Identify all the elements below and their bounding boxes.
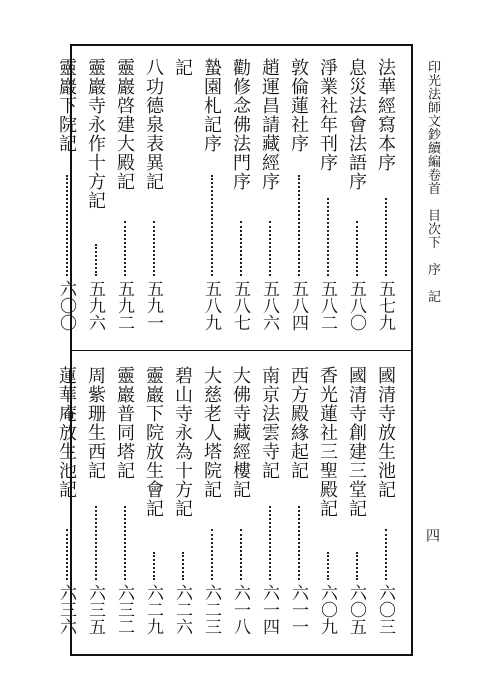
upper-entry-page: 六〇〇 (56, 280, 76, 331)
leader-dots (385, 529, 409, 580)
upper-entry-page: 五八七 (230, 280, 250, 331)
leader-dots (327, 552, 351, 580)
lower-entry-title: 大佛寺藏經樓記 (230, 366, 251, 499)
upper-entry-title: 法華經寫本序 (375, 58, 396, 172)
upper-entry-title: 靈巖下院記 (56, 58, 77, 153)
lower-entry-title: 南京法雲寺記 (259, 366, 280, 480)
leader-dots (153, 552, 177, 580)
upper-entry-title: 趙運昌請藏經序 (259, 58, 280, 191)
lower-entry-page: 六二六 (172, 584, 192, 635)
upper-entry-page: 五八六 (259, 280, 279, 331)
upper-entry-title: 敦倫蓮社序 (288, 58, 309, 153)
running-header: 印光法師文鈔續編卷首 目次下 序 記 (425, 60, 440, 303)
upper-entry-page: 五九六 (85, 280, 105, 331)
upper-entry-title: 蟄園札記序 (201, 58, 222, 153)
upper-entry-page: 五八二 (317, 280, 337, 331)
lower-entry-page: 六一一 (288, 584, 308, 635)
leader-dots (269, 506, 293, 580)
upper-entry-title: 淨業社年刊序 (317, 58, 338, 172)
lower-entry-page: 六二三 (201, 584, 221, 635)
leader-dots (240, 221, 264, 276)
leader-dots (182, 552, 206, 580)
leader-dots (385, 198, 409, 276)
lower-entry-title: 蓮華庵放生池記 (56, 366, 77, 499)
lower-entry-title: 香光蓮社三聖殿記 (317, 366, 338, 518)
lower-entry-page: 六三二 (114, 584, 134, 635)
lower-entry-page: 六二九 (143, 584, 163, 635)
leader-dots (153, 221, 177, 276)
lower-entry-title: 國清寺放生池記 (375, 366, 396, 499)
leader-dots (356, 221, 380, 276)
upper-entry-page: 五八九 (201, 280, 221, 331)
upper-entry-title: 八功德泉表異記 (143, 58, 164, 191)
lower-entry-title: 碧山寺永為十方記 (172, 366, 193, 518)
leader-dots (327, 198, 351, 276)
page-number: 四 (424, 528, 440, 542)
leader-dots (211, 529, 235, 580)
upper-entry-title: 靈巖寺永作十方記 (85, 58, 106, 210)
lower-entry-title: 周紫珊生西記 (85, 366, 106, 480)
upper-entry-page: 五八四 (288, 280, 308, 331)
lower-entry-page: 六三六 (56, 584, 76, 635)
upper-entry-title: 息災法會法語序 (346, 58, 367, 191)
upper-entry-title: 記 (172, 58, 193, 77)
lower-entry-title: 靈巖下院放生會記 (143, 366, 164, 518)
leader-dots (124, 221, 148, 276)
leader-dots (269, 221, 293, 276)
leader-dots (356, 552, 380, 580)
leader-dots (124, 506, 148, 580)
upper-entry-title: 勸修念佛法門序 (230, 58, 251, 191)
lower-entry-page: 六〇三 (375, 584, 395, 635)
leader-dots (66, 529, 90, 580)
lower-entry-page: 六一四 (259, 584, 279, 635)
upper-entry-page: 五八〇 (346, 280, 366, 331)
leader-dots (66, 175, 90, 276)
upper-entry-page: 五七九 (375, 280, 395, 331)
section-divider (70, 350, 413, 351)
lower-entry-title: 西方殿緣起記 (288, 366, 309, 480)
leader-dots (298, 506, 322, 580)
leader-dots (95, 244, 119, 276)
lower-entry-title: 大慈老人塔院記 (201, 366, 222, 499)
upper-entry-page: 五九一 (143, 280, 163, 331)
lower-entry-page: 六〇五 (346, 584, 366, 635)
upper-entry-title: 靈巖啓建大殿記 (114, 58, 135, 191)
lower-entry-title: 國清寺創建三堂記 (346, 366, 367, 518)
lower-entry-page: 六〇九 (317, 584, 337, 635)
lower-entry-page: 六三五 (85, 584, 105, 635)
leader-dots (240, 529, 264, 580)
lower-entry-title: 靈巖普同塔記 (114, 366, 135, 480)
lower-entry-page: 六一八 (230, 584, 250, 635)
leader-dots (95, 506, 119, 580)
leader-dots (298, 175, 322, 276)
leader-dots (211, 175, 235, 276)
upper-entry-page: 五九二 (114, 280, 134, 331)
